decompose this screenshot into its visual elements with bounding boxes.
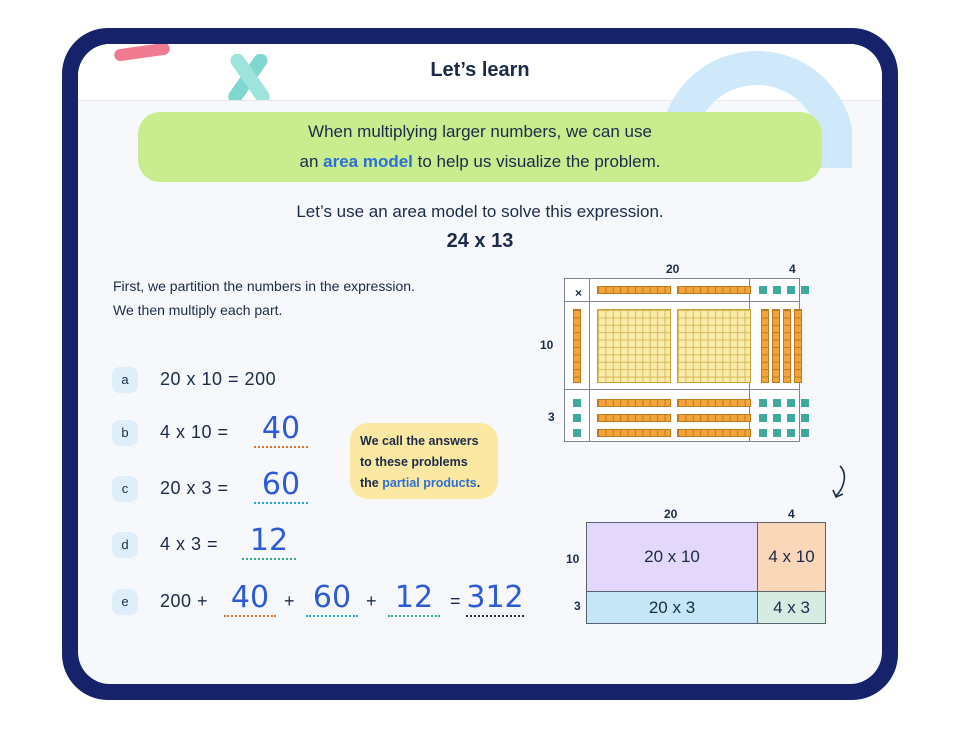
unit-cube [801,399,809,407]
ten-rod [783,309,791,383]
area-cell-20x10: 20 x 10 [586,522,758,592]
answer-e-term-2[interactable]: 60 [306,581,358,617]
area-row-label-3: 3 [574,599,581,613]
ten-rod [677,414,751,422]
unit-cube [773,286,781,294]
ten-rod [677,429,751,437]
area-col-label-20: 20 [664,507,678,521]
hundred-flat [677,309,751,383]
unit-cube [573,399,581,407]
answer-d[interactable]: 12 [242,524,296,560]
tip-line-2: an area model to help us visualize the problem. [299,152,661,171]
base-ten-col-label-20: 20 [666,262,680,276]
unit-cube [787,399,795,407]
unit-cube [773,414,781,422]
ten-rod [677,399,751,407]
unit-cube [759,399,767,407]
problem-badge-e: e [112,589,138,615]
curved-arrow-icon [830,464,852,500]
unit-cube [573,429,581,437]
unit-cube [787,414,795,422]
answer-b[interactable]: 40 [254,412,308,448]
equation-c: 20 x 3 = [160,478,229,498]
equals-sign: = [450,591,461,611]
answer-c[interactable]: 60 [254,468,308,504]
answer-e-total[interactable]: 312 [466,580,524,615]
base-ten-row-label-10: 10 [540,338,554,352]
area-cell-4x3: 4 x 3 [757,591,826,624]
plus-sign: + [284,591,295,611]
ten-rod [677,286,751,294]
ten-rod [597,399,671,407]
unit-cube [759,429,767,437]
problem-badge-a: a [112,367,138,393]
unit-cube [773,429,781,437]
unit-cube [787,429,795,437]
ten-rod [597,429,671,437]
ten-rod [573,309,581,383]
unit-cube [759,286,767,294]
problem-badge-c: c [112,476,138,502]
ten-rod [597,286,671,294]
ten-rod [597,414,671,422]
tip-line-1: When multiplying larger numbers, we can use [308,122,652,141]
unit-cube [801,429,809,437]
unit-cube [801,286,809,294]
partial-products-highlight: partial products [382,476,477,490]
plus-sign: + [366,591,377,611]
lesson-screen [78,44,882,684]
header-bar [78,44,882,101]
ten-rod [772,309,780,383]
expression: 24 x 13 [446,230,514,252]
page-title: Let’s learn [430,59,530,81]
tip-box [138,112,822,182]
area-model-highlight: area model [323,152,413,171]
area-row-label-10: 10 [566,552,580,566]
area-cell-4x10: 4 x 10 [757,522,826,592]
unit-cube [773,399,781,407]
area-col-label-4: 4 [788,507,795,521]
problem-badge-b: b [112,420,138,446]
answer-e-term-1[interactable]: 40 [224,581,276,617]
hundred-flat [597,309,671,383]
times-symbol: × [575,286,583,300]
base-ten-col-label-4: 4 [789,262,796,276]
ten-rod [761,309,769,383]
equation-d: 4 x 3 = [160,534,219,554]
partial-products-callout: We call the answers to these problems the partial products. [350,423,498,499]
equation-a: 20 x 10 = 200 [160,369,277,389]
instructions: First, we partition the numbers in the expression. We then multiply each part. [113,278,415,318]
base-ten-row-label-3: 3 [548,410,555,424]
equation-e: 200 + [160,591,209,611]
area-cell-20x3: 20 x 3 [586,591,758,624]
unit-cube [759,414,767,422]
intro-text: Let’s use an area model to solve this expression. [296,202,664,221]
equation-b: 4 x 10 = [160,422,229,442]
ten-rod [794,309,802,383]
unit-cube [787,286,795,294]
unit-cube [573,414,581,422]
base-ten-model [564,278,800,442]
answer-e-term-3[interactable]: 12 [388,581,440,617]
unit-cube [801,414,809,422]
problem-badge-d: d [112,532,138,558]
area-model [586,522,826,626]
